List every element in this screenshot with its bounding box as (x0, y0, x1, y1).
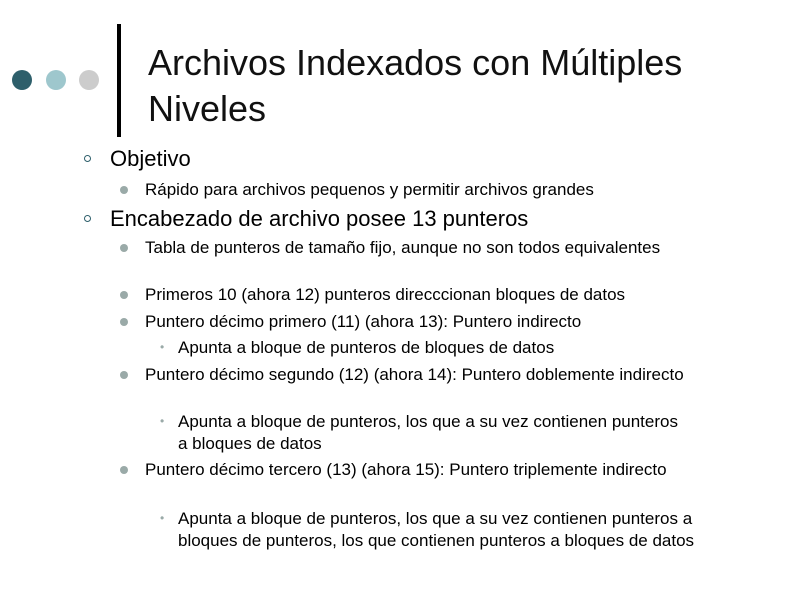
sub-bullet-decimo-segundo: Puntero décimo segundo (12) (ahora 14): Puntero doblemente indirecto (145, 365, 684, 384)
bullet-objetivo: Objetivo (110, 146, 191, 171)
slide-title: Archivos Indexados con Múltiples Niveles (148, 42, 683, 129)
decor-dot-light (46, 70, 66, 90)
bullet-dot-icon (120, 291, 128, 299)
decor-dot-grey (79, 70, 99, 90)
sub-sub-bullet-apunta-1: Apunta a bloque de punteros de bloques de datos (178, 338, 555, 357)
sub-bullet-tabla: Tabla de punteros de tamaño fijo, aunque no son todos equivalentes (145, 238, 661, 257)
sub-bullet-decimo-tercero: Puntero décimo tercero (13) (ahora 15): Puntero triplemente indirecto (145, 460, 667, 479)
sub-sub-bullet-apunta-3: Apunta a bloque de punteros, los que a su vez contienen punteros a bloques de punteros, los que contienen punteros a bloques de datos (178, 509, 695, 550)
decor-dot-dark (12, 70, 32, 90)
bullet-small-dot-icon: • (160, 340, 165, 354)
bullet-dot-icon (120, 466, 128, 474)
bullet-dot-icon (120, 371, 128, 379)
bullet-small-dot-icon: • (160, 414, 165, 428)
title-divider (117, 24, 121, 137)
bullet-dot-icon (120, 186, 128, 194)
bullet-ring-icon (84, 215, 91, 222)
sub-bullet-decimo-primero: Puntero décimo primero (11) (ahora 13): Puntero indirecto (145, 312, 582, 331)
bullet-encabezado: Encabezado de archivo posee 13 punteros (110, 206, 529, 231)
bullet-dot-icon (120, 244, 128, 252)
sub-bullet-rapido: Rápido para archivos pequenos y permitir archivos grandes (145, 180, 594, 199)
sub-sub-bullet-apunta-2: Apunta a bloque de punteros, los que a su vez contienen punteros a bloques de datos (178, 412, 678, 453)
sub-bullet-primeros: Primeros 10 (ahora 12) punteros direcccionan bloques de datos (145, 285, 626, 304)
bullet-small-dot-icon: • (160, 511, 165, 525)
bullet-ring-icon (84, 155, 91, 162)
bullet-dot-icon (120, 318, 128, 326)
